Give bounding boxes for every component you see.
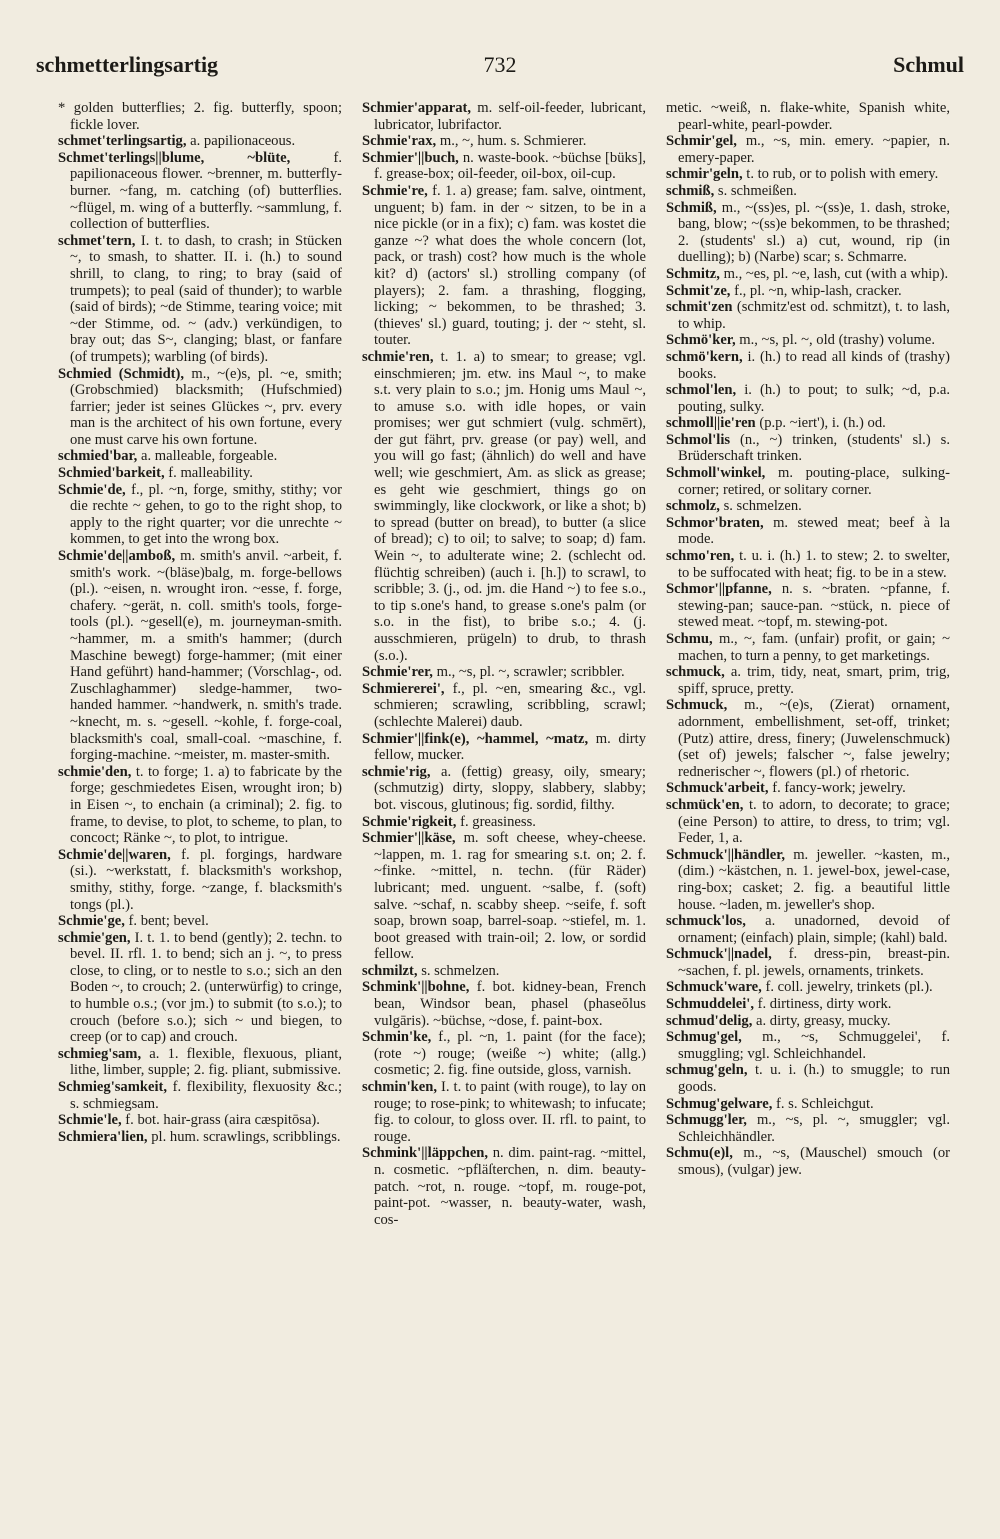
entry-headword: schmet'tern, xyxy=(58,232,136,249)
dictionary-entry xyxy=(58,1129,342,1146)
entry-definition: f., pl. ~n, 1. paint (for the face); (rote ~) rouge; (weiße ~) white; (allg.) cosmetic; 2. fig. fine outside, gloss, varnish. xyxy=(374,1029,646,1079)
dictionary-entry xyxy=(666,548,950,581)
entry-headword: Schmie'de||waren, xyxy=(58,846,171,863)
entry-definition: m., ~s, min. emery. ~papier, n. emery-paper. xyxy=(678,133,950,166)
entry-headword: schmie'rig, xyxy=(362,763,431,780)
entry-headword: schmo'ren, xyxy=(666,548,735,565)
dictionary-entry xyxy=(362,681,646,731)
entry-definition: f. greasiness. xyxy=(460,813,536,830)
dictionary-entry xyxy=(362,133,646,150)
dictionary-entry xyxy=(362,814,646,831)
entry-definition: a. papilionaceous. xyxy=(190,133,296,150)
entry-headword: Schmieg'samkeit, xyxy=(58,1079,168,1096)
entry-headword: schmet'terlingsartig, xyxy=(58,133,187,150)
entry-definition: m. smith's anvil. ~arbeit, f. smith's work. ~(bläse)balg, m. forge-bellows (pl.). ~eisen, n. wrought iron. ~esse, f. forge, chafery. ~gerät, n. coll. smith's tools, forge-tools (pl.). ~gesell(e), m. journeyman-smith. ~hammer, m. a smith's hammer; (durch Maschine bewegt) forge-hammer; (mit einer Hand geführt) hand-hammer; (Vorschlag-, od. Zuschlaghammer) sledge-hammer, two-handed hammer. ~handwerk, n. smith's trade. ~knecht, m. s. ~gesell. ~kohle, f. forge-coal, blacksmith's coal, small-coal. ~maschine, f. forging-machine. ~meister, m. master-smith. xyxy=(70,548,342,764)
entry-definition: I. t. to dash, to crash; in Stücken ~, to smash, to shatter. II. i. (h.) to sound shrill, to clang, to ring; to bray (said of trumpets); to peal (said of thunder); to warble (said of birds); ~de Stimme, tearing voice; mit ~der Stimme, od. ~ (adv.) verkündigen, to bray out; das S~, clanging; blast, or fanfare (of trumpets); warbling (of birds). xyxy=(70,232,342,365)
dictionary-entry xyxy=(666,631,950,664)
entry-headword: Schmuck'||nadel, xyxy=(666,946,772,963)
entry-definition: m., ~s, Schmuggelei', f. smuggling; vgl. Schleichhandel. xyxy=(678,1029,950,1062)
entry-definition: m. soft cheese, whey-cheese. ~lappen, m. 1. rag for smearing s.t. on; 2. f. ~finke. ~mittel, n. techn. (für Räder) lubricant; med. unguent. ~salbe, f. (soft) salve. ~schaf, n. scabby sheep. ~seife, f. soft soap, brown soap, barrel-soap. ~stiefel, m. 1. boot greased with train-oil; 2. low, or sordid fellow. xyxy=(374,830,646,963)
dictionary-entry xyxy=(58,366,342,449)
entry-headword: schmie'den, xyxy=(58,763,132,780)
dictionary-entry xyxy=(58,233,342,366)
entry-definition: pl. hum. scrawlings, scribblings. xyxy=(151,1128,341,1145)
entry-definition: f. bent; bevel. xyxy=(128,913,209,930)
dictionary-entry xyxy=(58,930,342,1046)
entry-definition: m., ~(e)s, (Zierat) ornament, adornment, embellishment, set-off, trinket; (Putz) attire, dress, finery; (Juwelenschmuck) (set of) jewels; falscher ~, false jewelry; rednerischer ~, flowers (pl.) of rhetoric. xyxy=(678,697,950,780)
dictionary-entry xyxy=(362,100,646,133)
entry-headword: schmück'en, xyxy=(666,796,744,813)
entry-headword: Schmu(e)l, xyxy=(666,1145,733,1162)
page-number: 732 xyxy=(483,52,517,77)
entry-headword: Schmit'ze, xyxy=(666,282,731,299)
entry-definition: m., ~s, pl. ~, smuggler; vgl. Schleichhändler. xyxy=(678,1112,950,1145)
entry-headword: Schmuck'arbeit, xyxy=(666,780,769,797)
dictionary-entry xyxy=(666,664,950,697)
entry-headword: Schmiß, xyxy=(666,199,717,216)
entry-definition: a. dirty, greasy, mucky. xyxy=(756,1012,891,1029)
entry-definition: a. 1. flexible, flexuous, pliant, lithe, limber, supple; 2. fig. pliant, submissive. xyxy=(70,1045,342,1079)
entry-headword: Schmie'ge, xyxy=(58,913,125,930)
entry-headword: Schmier'||buch, xyxy=(362,149,459,166)
dictionary-entry xyxy=(666,697,950,780)
entry-headword: schmieg'sam, xyxy=(58,1045,142,1062)
entry-headword: Schmir'gel, xyxy=(666,133,737,150)
entry-definition: m., ~s, pl. ~, old (trashy) volume. xyxy=(739,332,936,349)
entry-definition: (n., ~) trinken, (students' sl.) s. Brüderschaft trinken. xyxy=(678,431,950,465)
dictionary-entry xyxy=(362,664,646,681)
entry-definition: (schmitz'est od. schmitzt), t. to lash, to whip. xyxy=(678,299,950,332)
entry-definition: m. pouting-place, sulking-corner; retired, or solitary corner. xyxy=(678,465,950,498)
entry-definition: m. self-oil-feeder, lubricant, lubricator, lubrifactor. xyxy=(374,100,646,133)
entry-headword: Schmugg'ler, xyxy=(666,1112,747,1129)
entry-definition: f. bot. kidney-bean, French bean, Windsor bean, phasel (phaseŏlus vulgāris). ~büchse, ~dose, f. paint-box. xyxy=(374,979,646,1029)
entry-definition: f. dress-pin, breast-pin. ~sachen, f. pl. jewels, ornaments, trinkets. xyxy=(678,946,950,979)
dictionary-entry xyxy=(666,200,950,266)
entry-definition: f. pl. forgings, hardware (si.). ~werkstatt, f. blacksmith's workshop, smithy, stithy, forge. ~zange, f. blacksmith's tongs (pl.). xyxy=(70,846,342,913)
dictionary-entry xyxy=(666,780,950,797)
running-head-left: schmetterlingsartig xyxy=(36,52,219,77)
dictionary-entry xyxy=(666,465,950,498)
entry-headword: schmud'delig, xyxy=(666,1012,753,1029)
entry-definition: s. schmelzen. xyxy=(421,962,500,979)
running-head-right: Schmul xyxy=(893,52,964,77)
entry-definition: metic. ~weiß, n. flake-white, Spanish white, pearl-white, pearl-powder. xyxy=(666,100,950,133)
entry-definition: t. 1. a) to smear; to grease; vgl. einschmieren; jm. etw. ins Maul ~, to make s.t. very plain to s.o.; jm. Honig ums Maul ~, to amuse s.o. with idle hopes, or vain promises; wer gut schmiert (vulg. schmērt), der gut fährt, prv. grease (or pay) well, and you will go fast; (ähnlich) do well and have well; wie geschmiert, Am. as slick as grease; es geht wie geschmiert, things go on swimmingly, like clockwork, or like a shot; b) to spread (butter on bread), to butter (a slice of bread); c) to oil; to salve; to soap; d) fam. Wein ~, to adulterate wine; 2. (schlecht od. flüchtig schreiben) (auch i. [h.]) to scrawl, to scribble; 3. (j., od. jm. die Hand ~) to fee s.o., to tip s.one's hand, to grease s.one's palm (or s.o. in the fist), to bribe s.o.; 4. (j. ausschmieren, prügeln) to drub, to thrash (s.o.). xyxy=(374,348,646,664)
entry-headword: Schmier'||fink(e), ~hammel, ~matz, xyxy=(362,730,589,747)
entry-definition: m., ~(ss)es, pl. ~(ss)e, 1. dash, stroke, bang, blow; ~(ss)e bekommen, to be thrashed; 2. (students' sl.) a) cut, wound, rip (in duelling); b) (Narbe) scar; s. Schmarre. xyxy=(678,199,950,266)
entry-headword: schmol'len, xyxy=(666,382,737,399)
entry-headword: Schmink'||läppchen, xyxy=(362,1145,489,1162)
entry-definition: a. malleable, forgeable. xyxy=(141,448,278,465)
dictionary-entry xyxy=(58,847,342,913)
dictionary-entry xyxy=(58,1046,342,1079)
entry-definition: n. waste-book. ~büchse [büks], f. grease-box; oil-feeder, oil-box, oil-cup. xyxy=(374,149,646,183)
entry-definition: m., ~es, pl. ~e, lash, cut (with a whip). xyxy=(723,265,949,282)
entry-headword: schmö'kern, xyxy=(666,348,743,365)
entry-headword: Schmuck'||händler, xyxy=(666,846,786,863)
dictionary-entry xyxy=(666,913,950,946)
dictionary-entry xyxy=(666,946,950,979)
dictionary-entry xyxy=(666,299,950,332)
dictionary-entry xyxy=(666,415,950,432)
dictionary-entry xyxy=(58,482,342,548)
dictionary-entry xyxy=(58,133,342,150)
entry-definition: f., pl. ~n, whip-lash, cracker. xyxy=(734,282,902,299)
dictionary-entry xyxy=(666,382,950,415)
dictionary-entry xyxy=(666,332,950,349)
entry-definition: f., pl. ~n, forge, smithy, stithy; vor die rechte ~ gehen, to go to the right shop, to apply to the right quarter; vor die unrechte ~ kommen, to get into the wrong box. xyxy=(70,481,342,548)
entry-headword: schmuck, xyxy=(666,664,725,681)
entry-definition: t. to rub, or to polish with emery. xyxy=(746,166,939,183)
dictionary-entry xyxy=(362,830,646,963)
entry-definition: s. schmelzen. xyxy=(723,498,802,515)
entry-headword: schmuck'los, xyxy=(666,913,746,930)
column-3 xyxy=(666,100,950,1499)
entry-headword: schmiß, xyxy=(666,182,715,199)
dictionary-entry xyxy=(666,581,950,631)
dictionary-entry xyxy=(666,1112,950,1145)
entry-definition: t. u. i. (h.) 1. to stew; 2. to swelter, to be suffocated with heat; fig. to be in a stew. xyxy=(678,548,950,581)
dictionary-entry xyxy=(666,166,950,183)
entry-headword: Schmied'barkeit, xyxy=(58,465,165,482)
dictionary-columns xyxy=(58,100,950,1499)
dictionary-entry xyxy=(666,283,950,300)
dictionary-entry xyxy=(58,448,342,465)
entry-definition: I. t. 1. to bend (gently); 2. techn. to bevel. II. rfl. 1. to bend; sich an j. ~, to press close, to cling, or to nestle to s.o.; sich an den Boden ~, to crouch; 2. (unterwürfig) to cringe, to humble o.s.; (vor jm.) to submit (to s.o.); to crouch (before s.o.); sich ~ und biegen, to creep (or to cap) and crouch. xyxy=(70,929,342,1046)
dictionary-entry xyxy=(666,349,950,382)
entry-headword: Schmie'de, xyxy=(58,481,126,498)
entry-definition: t. to adorn, to decorate; to grace; (eine Person) to attire, to dress, to trim; vgl. Feder, 1, a. xyxy=(678,796,950,847)
dictionary-entry xyxy=(666,979,950,996)
entry-definition: m., ~, fam. (unfair) profit, or gain; ~ machen, to turn a penny, to get marketings. xyxy=(678,631,950,664)
entry-headword: schmir'geln, xyxy=(666,166,743,183)
entry-definition: f. coll. jewelry, trinkets (pl.). xyxy=(765,979,933,996)
entry-definition: m. jeweller. ~kasten, m., (dim.) ~kästchen, n. 1. jewel-box, jewel-case, ring-box; casket; 2. fig. a beautiful little house. ~laden, m. jeweller's shop. xyxy=(678,846,950,913)
entry-headword: Schmie'rigkeit, xyxy=(362,813,457,830)
dictionary-entry xyxy=(58,548,342,764)
entry-definition: * golden butterflies; 2. fig. butterfly, spoon; fickle lover. xyxy=(58,100,342,133)
entry-definition: f. 1. a) grease; fam. salve, ointment, unguent; b) fam. in der ~ sitzen, to be in a nice pickle (or in a fix); c) fam. was kostet die ganze ~? what does the whole concern (lot, pack, or trash) cost? how much is the whole kit? d) (actors' sl.) strolling company (of players); 2. fam. a thrashing, flogging, licking; ~ bekommen, to be thrashed; 3. (thieves' sl.) guard, touting; j. der ~ steht, sl. touter. xyxy=(374,182,646,349)
entry-headword: Schmug'gelware, xyxy=(666,1095,773,1112)
entry-headword: schmin'ken, xyxy=(362,1079,438,1096)
entry-headword: Schmiera'lien, xyxy=(58,1128,148,1145)
dictionary-entry xyxy=(362,1079,646,1145)
entry-headword: Schmied (Schmidt), xyxy=(58,365,185,382)
entry-headword: Schmie'de||amboß, xyxy=(58,548,176,565)
dictionary-entry xyxy=(666,183,950,200)
dictionary-entry xyxy=(666,432,950,465)
entry-headword: Schmol'lis xyxy=(666,431,731,448)
dictionary-entry xyxy=(58,764,342,847)
entry-headword: Schmie'rax, xyxy=(362,133,437,150)
entry-headword: Schmitz, xyxy=(666,265,720,282)
entry-headword: Schmuddelei', xyxy=(666,996,754,1013)
entry-definition: i. (h.) to pout; to sulk; ~d, p.a. pouting, sulky. xyxy=(678,382,950,415)
entry-headword: schmit'zen xyxy=(666,299,733,316)
dictionary-entry xyxy=(666,133,950,166)
entry-headword: Schmet'terlings||blume, ~blüte, xyxy=(58,149,291,166)
entry-definition: f. flexibility, flexuosity &c.; s. schmiegsam. xyxy=(70,1079,342,1112)
entry-headword: schmied'bar, xyxy=(58,448,138,465)
dictionary-entry xyxy=(666,515,950,548)
dictionary-entry xyxy=(666,498,950,515)
entry-headword: schmoll||ie'ren xyxy=(666,415,756,432)
entry-headword: Schmier'apparat, xyxy=(362,100,472,116)
column-1 xyxy=(58,100,342,1499)
entry-headword: Schmu, xyxy=(666,631,713,647)
entry-definition: m. stewed meat; beef à la mode. xyxy=(678,514,950,548)
entry-definition: n. dim. paint-rag. ~mittel, n. cosmetic. ~pfläſterchen, n. dim. beauty-patch. ~rot, n. rouge. ~topf, m. rouge-pot, paint-pot. ~wasser, n. beauty-water, wash, cos- xyxy=(374,1145,646,1228)
entry-headword: Schmor'braten, xyxy=(666,514,764,531)
dictionary-entry xyxy=(666,266,950,283)
entry-headword: Schmug'gel, xyxy=(666,1029,742,1046)
dictionary-entry xyxy=(666,996,950,1013)
page-header xyxy=(36,52,964,86)
dictionary-entry xyxy=(362,979,646,1029)
entry-definition: t. u. i. (h.) to smuggle; to run goods. xyxy=(678,1062,950,1096)
dictionary-entry xyxy=(58,1112,342,1129)
dictionary-entry xyxy=(362,1145,646,1228)
dictionary-entry xyxy=(58,1079,342,1112)
entry-headword: Schmier'||käse, xyxy=(362,830,456,847)
entry-definition: i. (h.) to read all kinds of (trashy) books. xyxy=(678,348,950,382)
entry-definition: f. bot. hair-grass (aira cæspitōsa). xyxy=(125,1112,320,1129)
dictionary-entry xyxy=(58,465,342,482)
entry-definition: m., ~, hum. s. Schmierer. xyxy=(439,133,587,150)
entry-definition: f. s. Schleichgut. xyxy=(776,1095,874,1112)
entry-definition: m. dirty fellow, mucker. xyxy=(374,730,646,764)
entry-definition: s. schmeißen. xyxy=(717,182,797,199)
entry-definition: f. dirtiness, dirty work. xyxy=(757,996,892,1013)
dictionary-entry xyxy=(666,1145,950,1178)
dictionary-entry xyxy=(58,150,342,233)
dictionary-entry xyxy=(666,847,950,913)
dictionary-entry xyxy=(362,1029,646,1079)
entry-definition: a. (fettig) greasy, oily, smeary; (schmutzig) dirty, sloppy, slabbery, slabby; bot. viscous, glutinous; fig. sordid, filthy. xyxy=(374,763,646,813)
entry-definition: m., ~s, pl. ~, scrawler; scribbler. xyxy=(436,664,625,681)
entry-headword: Schmink'||bohne, xyxy=(362,979,470,996)
dictionary-entry xyxy=(666,1013,950,1030)
entry-headword: Schmie'le, xyxy=(58,1112,122,1129)
entry-headword: Schmuck'ware, xyxy=(666,979,762,996)
entry-headword: schmilzt, xyxy=(362,962,418,979)
dictionary-entry xyxy=(666,1062,950,1095)
dictionary-entry xyxy=(362,150,646,183)
entry-definition: a. unadorned, devoid of ornament; (einfach) plain, simple; (kahl) bald. xyxy=(678,913,950,946)
entry-headword: schmug'geln, xyxy=(666,1062,748,1079)
entry-definition: f. papilionaceous flower. ~brenner, m. butterfly-burner. ~fang, m. catching (of) butterflies. ~flügel, m. wing of a butterfly. ~sammlung, f. collection of butterflies. xyxy=(70,149,342,233)
dictionary-entry xyxy=(362,349,646,664)
dictionary-entry xyxy=(666,100,950,133)
entry-definition: f. fancy-work; jewelry. xyxy=(772,780,906,797)
entry-headword: Schmiererei', xyxy=(362,680,445,697)
dictionary-entry xyxy=(362,731,646,764)
dictionary-entry xyxy=(362,764,646,814)
entry-definition: f., pl. ~en, smearing &c., vgl. schmieren; scrawling, scribbling, scrawl; (schlechte Malerei) daub. xyxy=(374,680,646,730)
entry-definition: (p.p. ~iert'), i. (h.) od. xyxy=(759,415,886,432)
entry-headword: Schmuck, xyxy=(666,697,728,714)
column-2 xyxy=(362,100,646,1499)
entry-headword: schmolz, xyxy=(666,498,720,515)
dictionary-entry xyxy=(58,913,342,930)
entry-definition: m., ~(e)s, pl. ~e, smith; (Grobschmied) blacksmith; (Hufschmied) farrier; jeder ist seines Glückes ~, prv. every man is the architect of his own fortune, every one must carve his own fortune. xyxy=(70,365,342,448)
entry-definition: f. malleability. xyxy=(168,465,253,482)
entry-headword: Schmoll'winkel, xyxy=(666,465,766,482)
entry-headword: Schmor'||pfanne, xyxy=(666,581,772,598)
dictionary-entry xyxy=(666,1029,950,1062)
entry-headword: Schmö'ker, xyxy=(666,332,736,349)
entry-headword: Schmin'ke, xyxy=(362,1029,432,1046)
dictionary-entry xyxy=(362,183,646,349)
entry-headword: Schmie'rer, xyxy=(362,664,433,681)
entry-headword: Schmie're, xyxy=(362,182,428,199)
dictionary-entry xyxy=(666,1096,950,1113)
dictionary-entry xyxy=(666,797,950,847)
entry-definition: I. t. to paint (with rouge), to lay on rouge; to rose-pink; to whitewash; to infucate; fig. to colour, to gloss over. II. rfl. to paint, to rouge. xyxy=(374,1079,646,1145)
entry-headword: schmie'ren, xyxy=(362,348,434,365)
entry-definition: a. trim, tidy, neat, smart, prim, trig, spiff, spruce, pretty. xyxy=(678,664,950,697)
dictionary-entry xyxy=(362,963,646,980)
entry-headword: schmie'gen, xyxy=(58,929,131,946)
dictionary-entry xyxy=(58,100,342,133)
entry-definition: m., ~s, (Mauschel) smouch (or smous), (vulgar) jew. xyxy=(678,1145,950,1178)
entry-definition: t. to forge; 1. a) to fabricate by the forge; geschmiedetes Eisen, wrought iron; b) in Eisen ~, to enchain (a criminal); 2. fig. to frame, to devise, to plot, to scheme, to plan, to concoct; Ränke ~, to plot, to intrigue. xyxy=(70,763,342,847)
entry-definition: n. s. ~braten. ~pfanne, f. stewing-pan; sauce-pan. ~stück, n. piece of stewed meat. ~topf, m. stewing-pot. xyxy=(678,581,950,631)
